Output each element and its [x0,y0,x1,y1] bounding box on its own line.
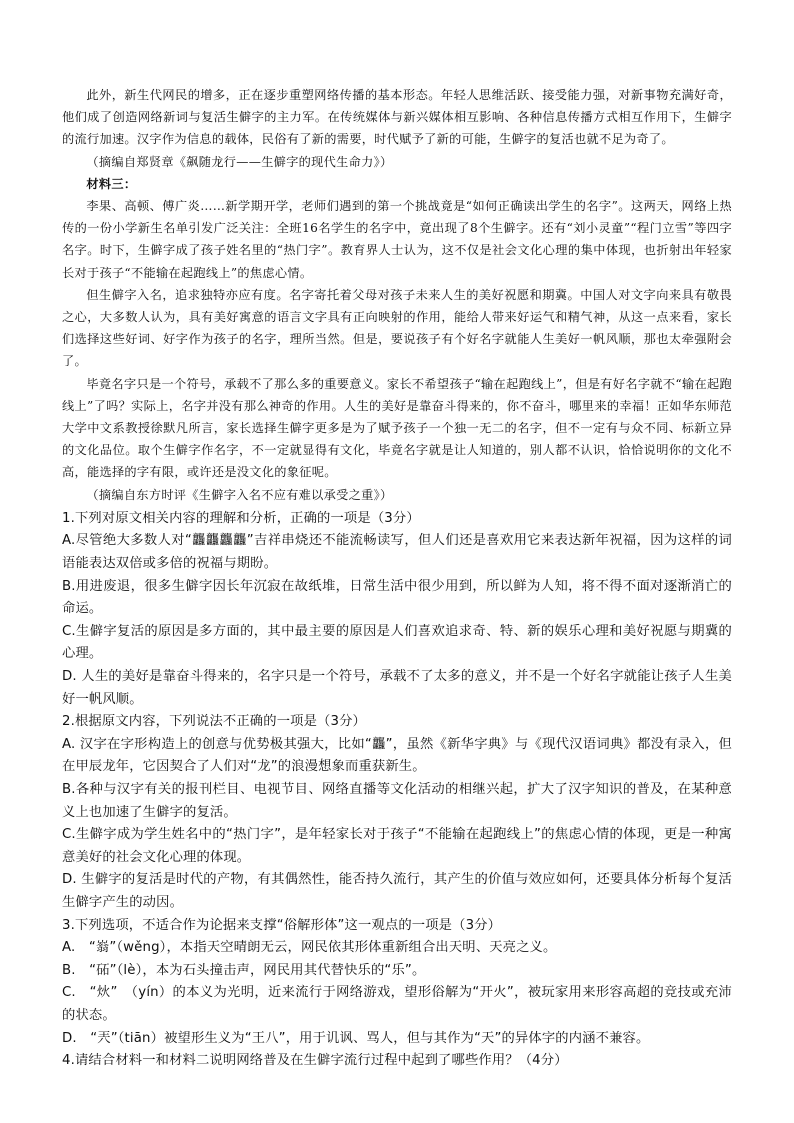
exam-page [62,84,732,1073]
body-paragraph: 李果、高顿、傅广炎……新学期开学，老师们遇到的第一个挑战竟是“如何正确读出学生的名字”。这两天，网络上热传的一份小学新生名单引发广泛关注：全班16名学生的名字中，竟出现了8个生僻字。还有“刘小灵童”“程门立雪”等四字名字。时下，生僻字成了孩子姓名里的“热门字”。教育界人士认为，这不仅是社会文化心理的集中体现，也折射出年轻家长对于孩子“不能输在起跑线上”的焦虑心情。 [62,199,732,280]
source-citation: （摘编自郑贤章《飙随龙行——生僻字的现代生命力》） [86,154,393,169]
answer-option: D. 人生的美好是靠奋斗得来的，名字只是一个符号，承载不了太多的意义，并不是一个好名字就能让孩子人生美好一帆风顺。 [62,669,732,707]
answer-option: C.生僻字成为学生姓名中的“热门字”，是年轻家长对于孩子“不能输在起跑线上”的焦虑心情的体现，更是一种寓意美好的社会文化心理的体现。 [62,827,732,865]
answer-option: A. “嵡”（wěng），本指天空晴朗无云，网民依其形体重新组合出天明、天亮之义。 [62,940,557,956]
question-stem: 4.请结合材料一和材料二说明网络普及在生僻字流行过程中起到了哪些作用？（4分） [62,1053,568,1069]
answer-option: B.各种与汉字有关的报刊栏目、电视节目、网络直播等文化活动的相继兴起，扩大了汉字知识的普及，在某种意义上也加速了生僻字的复活。 [62,781,732,820]
answer-option: D. “兲”（tiān）被望形生义为“王八”，用于讥讽、骂人，但与其作为“天”的异体字的内涵不兼容。 [62,1030,650,1046]
answer-option: D. 生僻字的复活是时代的产物，有其偶然性，能否持久流行，其产生的价值与效应如何，还要具体分析每个复活生僻字产生的动因。 [62,872,732,910]
answer-option: B.用进废退，很多生僻字因长年沉寂在故纸堆，日常生活中很少用到，所以鲜为人知，将不得不面对逐渐消亡的命运。 [62,578,732,617]
material-three [62,173,732,506]
answer-option: B. “砳”（lè），本为石头撞击声，网民用其代替快乐的“乐”。 [62,962,426,978]
answer-option: A. 汉字在字形构造上的创意与优势极其强大，比如“龘”，虽然《新华字典》与《现代汉语词典》都没有录入，但在甲辰龙年，它因契合了人们对“龙”的浪漫想象而重获新生。 [62,736,732,775]
questions-section [62,508,732,1073]
body-paragraph: 此外，新生代网民的增多，正在逐步重塑网络传播的基本形态。年轻人思维活跃、接受能力强，对新事物充满好奇，他们成了创造网络新词与复活生僻字的主力军。在传统媒体与新兴媒体相互影响、各种信息传播方式相互作用下，生僻字的流行加速。汉字作为信息的载体，民俗有了新的需要，时代赋予了新的可能，生僻字的复活也就不足为奇了。 [62,88,732,147]
answer-option: A.尽管绝大多数人对“龘龘龘龘”吉祥串烧还不能流畅读写，但人们还是喜欢用它来表达新年祝福，因为这样的词语能表达双倍或多倍的祝福与期盼。 [62,533,732,572]
question-stem: 3.下列选项，不适合作为论据来支撑“俗解形体”这一观点的一项是（3分） [62,917,502,933]
answer-option: C. “炏” （yín）的本义为光明，近来流行于网络游戏，望形俗解为“开火”，被玩家用来形容高超的竞技或充沛的状态。 [62,985,732,1023]
answer-option: C.生僻字复活的原因是多方面的，其中最主要的原因是人们喜欢追求奇、特、新的娱乐心理和美好祝愿与期冀的心理。 [62,623,732,662]
body-paragraph: 毕竟名字只是一个符号，承载不了那么多的重要意义。家长不希望孩子“输在起跑线上”，但是有好名字就不“输在起跑线上”了吗？实际上，名字并没有那么神奇的作用。人生的美好是靠奋斗得来的，你不奋斗，哪里来的幸福！正如华东师范大学中文系教授徐默凡所言，家长选择生僻字更多是为了赋予孩子一个独一无二的名字，但不一定有与众不同、标新立异的文化品位。取个生僻字作名字，不一定就显得有文化，毕竟名字就是让人知道的，别人都不认识，恰恰说明你的文化不高，能选择的字有限，或许还是没文化的象征呢。 [62,376,732,480]
source-citation: （摘编自东方时评《生僻字入名不应有难以承受之重》） [86,487,393,502]
question-stem: 1.下列对原文相关内容的理解和分析，正确的一项是（3分） [62,510,420,526]
body-paragraph: 但生僻字入名，追求独特亦应有度。名字寄托着父母对孩子未来人生的美好祝愿和期冀。中国人对文字向来具有敬畏之心，大多数人认为，具有美好寓意的语言文字具有正向映射的作用，能给人带来好运气和精气神，从这一点来看，家长们选择这些好词、好字作为孩子的名字，理所当然。但是，要说孩子有个好名字就能人生美好一帆风顺，那也太牵强附会了。 [62,287,732,369]
question-stem: 2.根据原文内容，下列说法不正确的一项是（3分） [62,714,366,730]
section-heading: 材料三： [86,176,137,191]
material-two-tail [62,84,732,173]
